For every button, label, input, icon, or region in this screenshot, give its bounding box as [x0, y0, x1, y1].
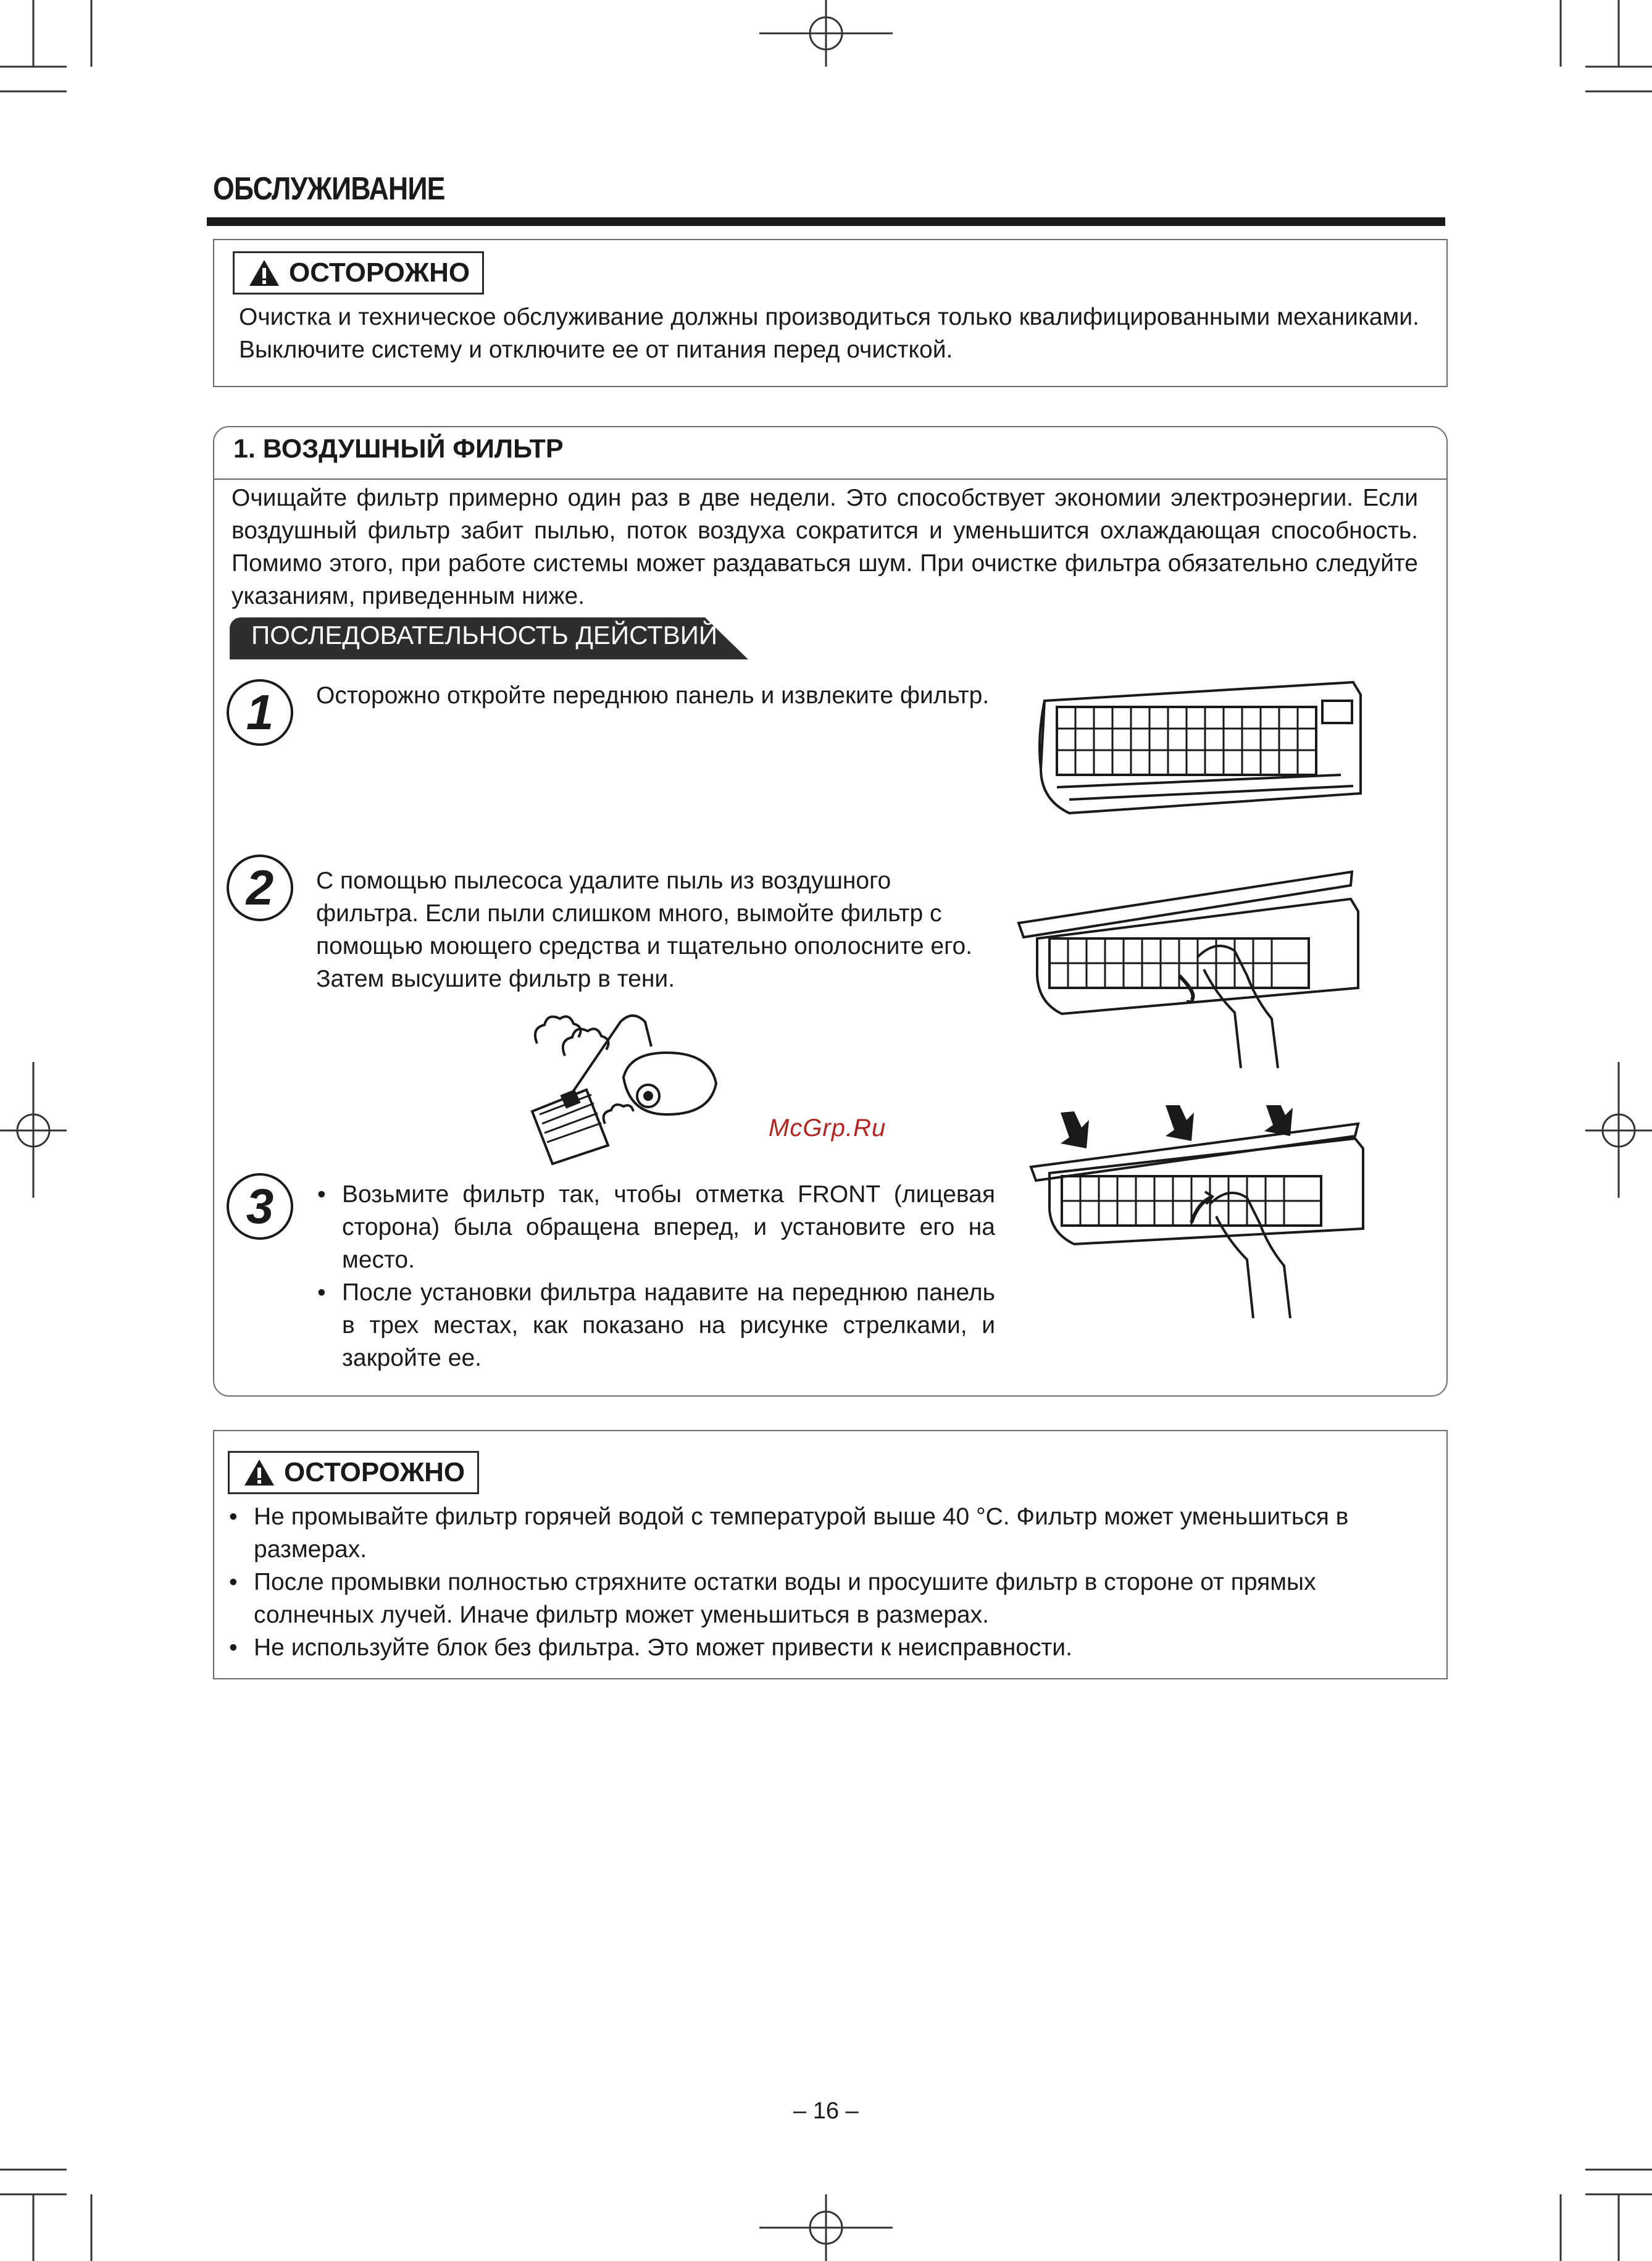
- step-2-text: С помощью пылесоса удалите пыль из воздушного фильтра. Если пыли слишком много, вымойте фильтр с помощью моющего средства и тщательно ополосните его. Затем высушите фильтр в тени.: [316, 867, 972, 992]
- hand-removing-filter-illustration: [1012, 864, 1370, 1074]
- caution-list: [228, 1500, 1419, 1664]
- intro-paragraph: Очищайте фильтр примерно один раз в две недели. Это способствует экономии электроэнергии. Если воздушный фильтр забит пылью, поток воздуха сократится и уменьшится охлаждающая способность. Помимо этого, при работе системы может раздаваться шум. При очистке фильтра обязательно следуйте указаниям, приведенным ниже.: [232, 485, 1418, 609]
- air-conditioner-open-panel-illustration: [1032, 676, 1366, 824]
- caution-tag-top: [233, 251, 484, 295]
- list-item: • После промывки полностью стряхните остатки воды и просушите фильтр в стороне от прямых солнечных лучей. Иначе фильтр может уменьшиться в размерах.: [228, 1566, 1419, 1631]
- list-item: • Возьмите фильтр так, чтобы отметка FRONT (лицевая сторона) была обращена вперед, и установите его на место.: [316, 1178, 995, 1276]
- caution-label: ОСТОРОЖНО: [284, 1457, 465, 1487]
- warning-triangle-icon: [243, 1458, 275, 1487]
- caution-tag-bottom: [228, 1451, 479, 1494]
- section-divider: [213, 479, 1448, 480]
- caution-box-bottom: [213, 1430, 1448, 1679]
- vacuum-cleaner-illustration: [525, 1009, 753, 1167]
- title-rule: [207, 217, 1445, 226]
- step-1-number: 1: [227, 679, 293, 746]
- list-item: • Не промывайте фильтр горячей водой с температурой выше 40 °C. Фильтр может уменьшиться в размерах.: [228, 1500, 1419, 1566]
- step-1-text: Осторожно откройте переднюю панель и извлеките фильтр.: [316, 682, 990, 709]
- caution-label: ОСТОРОЖНО: [289, 257, 470, 288]
- press-panel-arrows-illustration: [1025, 1105, 1370, 1321]
- sequence-label: ПОСЛЕДОВАТЕЛЬНОСТЬ ДЕЙСТВИЙ: [251, 621, 718, 650]
- page-number: – 16 –: [793, 2098, 859, 2124]
- watermark: McGrp.Ru: [769, 1114, 886, 1142]
- list-item: • После установки фильтра надавите на переднюю панель в трех местах, как показано на рисунке стрелками, и закройте ее.: [316, 1276, 995, 1374]
- step-2-number: 2: [227, 855, 293, 921]
- warning-triangle-icon: [248, 259, 280, 287]
- step-3-number: 3: [227, 1173, 293, 1240]
- page-title: ОБСЛУЖИВАНИЕ: [213, 171, 445, 207]
- caution-text: Очистка и техническое обслуживание должны производиться только квалифицированными механиками. Выключите систему и отключите ее от питания перед очисткой.: [239, 304, 1419, 363]
- list-item: • Не используйте блок без фильтра. Это может привести к неисправности.: [228, 1631, 1419, 1664]
- caution-box-top: [213, 239, 1448, 387]
- section-heading: 1. ВОЗДУШНЫЙ ФИЛЬТР: [233, 434, 564, 464]
- step-3-list: [316, 1178, 995, 1374]
